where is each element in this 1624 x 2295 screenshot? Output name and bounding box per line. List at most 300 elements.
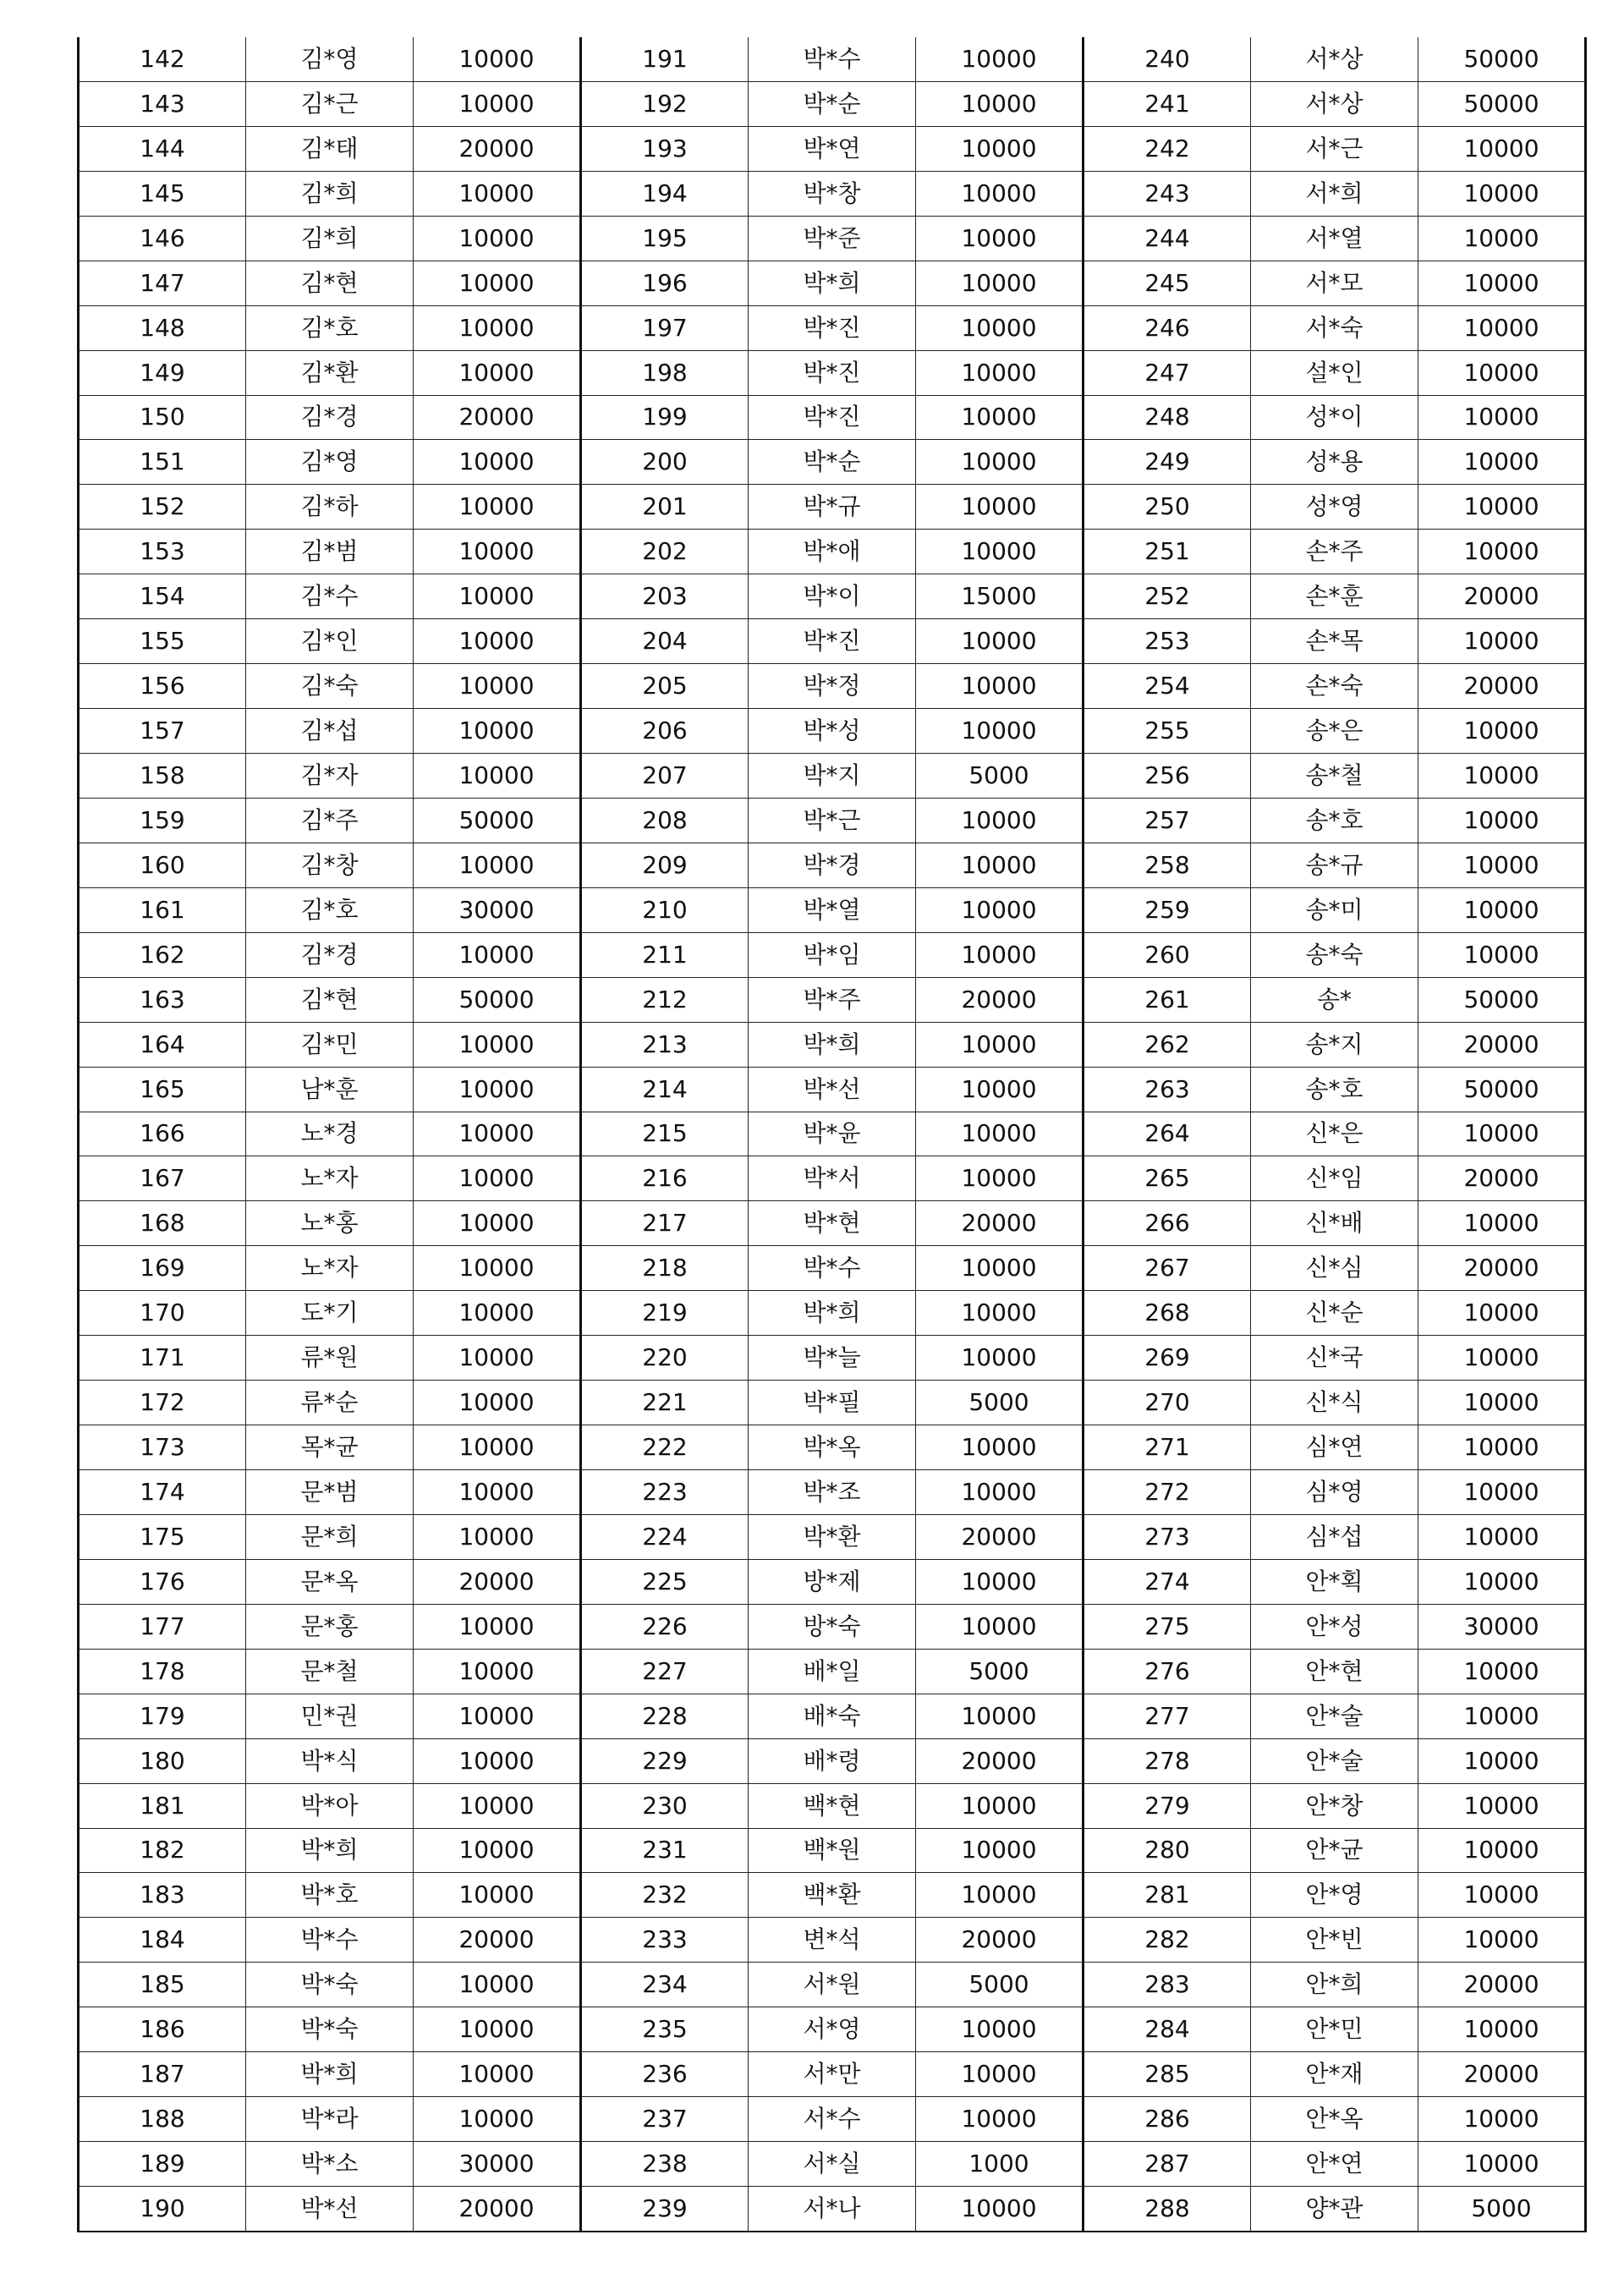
donor-name-cell: 안*현	[1251, 1649, 1418, 1694]
entry-number-cell: 269	[1084, 1336, 1251, 1381]
donation-amount-cell: 10000	[1418, 1425, 1586, 1470]
table-row	[79, 1201, 1586, 1246]
entry-number-cell: 260	[1084, 932, 1251, 977]
donor-name-cell: 김*창	[246, 843, 414, 887]
donation-amount-cell: 10000	[916, 887, 1084, 932]
table-row	[79, 1828, 1586, 1873]
donor-name-cell: 송*숙	[1251, 932, 1418, 977]
donation-amount-cell: 10000	[1418, 440, 1586, 485]
donor-name-cell: 박*순	[749, 81, 916, 126]
donation-amount-cell: 10000	[916, 37, 1084, 81]
donor-name-cell: 안*옥	[1251, 2097, 1418, 2142]
donor-name-cell: 박*정	[749, 664, 916, 709]
entry-number-cell: 264	[1084, 1112, 1251, 1156]
donor-name-cell: 노*자	[246, 1156, 414, 1201]
donor-name-cell: 박*희	[246, 1828, 414, 1873]
entry-number-cell: 230	[581, 1783, 749, 1828]
entry-number-cell: 189	[79, 2142, 246, 2187]
donation-amount-cell: 10000	[414, 1022, 581, 1067]
entry-number-cell: 196	[581, 261, 749, 305]
donor-name-cell: 민*권	[246, 1694, 414, 1738]
table-row	[79, 1246, 1586, 1291]
entry-number-cell: 241	[1084, 81, 1251, 126]
entry-number-cell: 208	[581, 798, 749, 843]
donation-amount-cell: 10000	[1418, 261, 1586, 305]
donation-amount-cell: 10000	[916, 1694, 1084, 1738]
donor-name-cell: 서*희	[1251, 171, 1418, 216]
donor-name-cell: 방*숙	[749, 1604, 916, 1649]
donor-name-cell: 김*섭	[246, 709, 414, 754]
donation-amount-cell: 10000	[916, 2052, 1084, 2097]
donation-amount-cell: 50000	[414, 798, 581, 843]
donation-amount-cell: 10000	[414, 1470, 581, 1515]
donation-amount-cell: 10000	[1418, 216, 1586, 261]
entry-number-cell: 148	[79, 305, 246, 350]
donation-amount-cell: 10000	[414, 843, 581, 887]
donor-name-cell: 심*영	[1251, 1470, 1418, 1515]
donor-name-cell: 박*진	[749, 305, 916, 350]
table-row	[79, 1514, 1586, 1559]
table-row	[79, 37, 1586, 81]
donor-name-cell: 박*소	[246, 2142, 414, 2187]
entry-number-cell: 183	[79, 1873, 246, 1918]
donation-amount-cell: 20000	[1418, 2052, 1586, 2097]
donor-name-cell: 송*철	[1251, 754, 1418, 799]
donation-amount-cell: 10000	[916, 664, 1084, 709]
donation-amount-cell: 10000	[414, 1156, 581, 1201]
donation-amount-cell: 10000	[916, 261, 1084, 305]
donation-amount-cell: 10000	[1418, 798, 1586, 843]
table-row	[79, 1559, 1586, 1604]
donation-amount-cell: 10000	[1418, 485, 1586, 530]
donor-name-cell: 서*나	[749, 2187, 916, 2232]
donation-amount-cell: 10000	[414, 1963, 581, 2007]
donor-name-cell: 안*빈	[1251, 1918, 1418, 1963]
donor-name-cell: 김*현	[246, 977, 414, 1022]
table-row	[79, 1604, 1586, 1649]
donor-name-cell: 안*영	[1251, 1873, 1418, 1918]
donation-amount-cell: 10000	[916, 530, 1084, 574]
entry-number-cell: 217	[581, 1201, 749, 1246]
table-row	[79, 1381, 1586, 1425]
table-row	[79, 216, 1586, 261]
entry-number-cell: 276	[1084, 1649, 1251, 1694]
donor-name-cell: 노*홍	[246, 1201, 414, 1246]
entry-number-cell: 163	[79, 977, 246, 1022]
entry-number-cell: 240	[1084, 37, 1251, 81]
donor-name-cell: 박*진	[749, 619, 916, 664]
entry-number-cell: 206	[581, 709, 749, 754]
donor-name-cell: 박*현	[749, 1201, 916, 1246]
donation-amount-cell: 10000	[916, 2007, 1084, 2052]
entry-number-cell: 226	[581, 1604, 749, 1649]
entry-number-cell: 245	[1084, 261, 1251, 305]
table-row	[79, 171, 1586, 216]
donor-name-cell: 심*연	[1251, 1425, 1418, 1470]
entry-number-cell: 275	[1084, 1604, 1251, 1649]
donation-amount-cell: 10000	[1418, 932, 1586, 977]
entry-number-cell: 237	[581, 2097, 749, 2142]
donor-name-cell: 박*서	[749, 1156, 916, 1201]
donor-name-cell: 양*관	[1251, 2187, 1418, 2232]
donor-name-cell: 서*숙	[1251, 305, 1418, 350]
donor-name-cell: 손*숙	[1251, 664, 1418, 709]
donation-amount-cell: 10000	[414, 1425, 581, 1470]
donation-amount-cell: 1000	[916, 2142, 1084, 2187]
entry-number-cell: 225	[581, 1559, 749, 1604]
entry-number-cell: 268	[1084, 1291, 1251, 1336]
donor-name-cell: 서*근	[1251, 126, 1418, 171]
donor-name-cell: 신*배	[1251, 1201, 1418, 1246]
donor-name-cell: 박*희	[749, 261, 916, 305]
donor-name-cell: 김*수	[246, 574, 414, 619]
donation-amount-cell: 20000	[916, 1738, 1084, 1783]
donation-amount-cell: 20000	[916, 1514, 1084, 1559]
table-row	[79, 350, 1586, 395]
donor-name-cell: 박*선	[246, 2187, 414, 2232]
entry-number-cell: 184	[79, 1918, 246, 1963]
table-row	[79, 798, 1586, 843]
donor-name-cell: 송*호	[1251, 798, 1418, 843]
donation-amount-cell: 10000	[414, 2052, 581, 2097]
table-row	[79, 1738, 1586, 1783]
donor-name-cell: 문*옥	[246, 1559, 414, 1604]
donor-name-cell: 안*획	[1251, 1559, 1418, 1604]
table-row	[79, 977, 1586, 1022]
entry-number-cell: 182	[79, 1828, 246, 1873]
entry-number-cell: 235	[581, 2007, 749, 2052]
donor-name-cell: 서*만	[749, 2052, 916, 2097]
donor-name-cell: 설*인	[1251, 350, 1418, 395]
donor-name-cell: 방*제	[749, 1559, 916, 1604]
donation-amount-cell: 10000	[916, 1112, 1084, 1156]
entry-number-cell: 286	[1084, 2097, 1251, 2142]
donation-amount-cell: 5000	[916, 754, 1084, 799]
donor-name-cell: 박*늘	[749, 1336, 916, 1381]
donor-name-cell: 문*희	[246, 1514, 414, 1559]
entry-number-cell: 202	[581, 530, 749, 574]
entry-number-cell: 277	[1084, 1694, 1251, 1738]
donation-amount-cell: 10000	[1418, 1470, 1586, 1515]
entry-number-cell: 209	[581, 843, 749, 887]
donation-amount-cell: 5000	[916, 1963, 1084, 2007]
entry-number-cell: 204	[581, 619, 749, 664]
donor-name-cell: 성*영	[1251, 485, 1418, 530]
entry-number-cell: 287	[1084, 2142, 1251, 2187]
donor-name-cell: 박*수	[246, 1918, 414, 1963]
entry-number-cell: 159	[79, 798, 246, 843]
donation-amount-cell: 10000	[1418, 754, 1586, 799]
donation-amount-cell: 10000	[414, 350, 581, 395]
table-row	[79, 2052, 1586, 2097]
entry-number-cell: 285	[1084, 2052, 1251, 2097]
donor-name-cell: 배*일	[749, 1649, 916, 1694]
donor-name-cell: 박*필	[749, 1381, 916, 1425]
entry-number-cell: 242	[1084, 126, 1251, 171]
donation-amount-cell: 10000	[916, 440, 1084, 485]
entry-number-cell: 175	[79, 1514, 246, 1559]
donor-name-cell: 송*	[1251, 977, 1418, 1022]
donor-name-cell: 안*균	[1251, 1828, 1418, 1873]
donor-name-cell: 심*섭	[1251, 1514, 1418, 1559]
entry-number-cell: 144	[79, 126, 246, 171]
entry-number-cell: 170	[79, 1291, 246, 1336]
donation-amount-cell: 10000	[1418, 887, 1586, 932]
entry-number-cell: 263	[1084, 1067, 1251, 1112]
entry-number-cell: 149	[79, 350, 246, 395]
donor-name-cell: 노*경	[246, 1112, 414, 1156]
entry-number-cell: 177	[79, 1604, 246, 1649]
table-row	[79, 619, 1586, 664]
entry-number-cell: 283	[1084, 1963, 1251, 2007]
donation-amount-cell: 10000	[414, 2007, 581, 2052]
entry-number-cell: 195	[581, 216, 749, 261]
donation-amount-cell: 10000	[1418, 1336, 1586, 1381]
donor-name-cell: 박*숙	[246, 1963, 414, 2007]
donor-name-cell: 김*호	[246, 305, 414, 350]
entry-number-cell: 279	[1084, 1783, 1251, 1828]
donation-amount-cell: 30000	[414, 887, 581, 932]
entry-number-cell: 218	[581, 1246, 749, 1291]
donor-name-cell: 박*경	[749, 843, 916, 887]
donation-amount-cell: 10000	[414, 1246, 581, 1291]
donor-name-cell: 김*희	[246, 216, 414, 261]
donation-amount-cell: 10000	[1418, 1873, 1586, 1918]
entry-number-cell: 211	[581, 932, 749, 977]
entry-number-cell: 146	[79, 216, 246, 261]
donor-name-cell: 박*이	[749, 574, 916, 619]
entry-number-cell: 272	[1084, 1470, 1251, 1515]
entry-number-cell: 248	[1084, 395, 1251, 440]
donor-name-cell: 서*열	[1251, 216, 1418, 261]
donor-name-cell: 안*술	[1251, 1738, 1418, 1783]
table-row	[79, 709, 1586, 754]
donation-amount-cell: 10000	[916, 395, 1084, 440]
donor-name-cell: 서*실	[749, 2142, 916, 2187]
entry-number-cell: 147	[79, 261, 246, 305]
donation-amount-cell: 10000	[414, 754, 581, 799]
entry-number-cell: 192	[581, 81, 749, 126]
entry-number-cell: 190	[79, 2187, 246, 2232]
table-row	[79, 1291, 1586, 1336]
entry-number-cell: 201	[581, 485, 749, 530]
donor-name-cell: 송*호	[1251, 1067, 1418, 1112]
donor-name-cell: 김*자	[246, 754, 414, 799]
donor-name-cell: 백*원	[749, 1828, 916, 1873]
donation-amount-cell: 20000	[916, 977, 1084, 1022]
entry-number-cell: 228	[581, 1694, 749, 1738]
donation-amount-cell: 10000	[1418, 1559, 1586, 1604]
donor-name-cell: 박*윤	[749, 1112, 916, 1156]
table-row	[79, 395, 1586, 440]
donation-amount-cell: 10000	[1418, 305, 1586, 350]
entry-number-cell: 251	[1084, 530, 1251, 574]
donation-amount-cell: 10000	[916, 1067, 1084, 1112]
donation-amount-cell: 10000	[414, 216, 581, 261]
table-row	[79, 1873, 1586, 1918]
entry-number-cell: 224	[581, 1514, 749, 1559]
entry-number-cell: 213	[581, 1022, 749, 1067]
donation-amount-cell: 10000	[414, 1112, 581, 1156]
donor-name-cell: 박*임	[749, 932, 916, 977]
donation-amount-cell: 10000	[1418, 1828, 1586, 1873]
donor-name-cell: 박*희	[749, 1291, 916, 1336]
donor-name-cell: 김*환	[246, 350, 414, 395]
donation-amount-cell: 10000	[916, 1336, 1084, 1381]
entry-number-cell: 157	[79, 709, 246, 754]
donation-amount-cell: 5000	[916, 1649, 1084, 1694]
donor-name-cell: 손*훈	[1251, 574, 1418, 619]
donation-amount-cell: 5000	[1418, 2187, 1586, 2232]
entry-number-cell: 229	[581, 1738, 749, 1783]
donor-name-cell: 박*순	[749, 440, 916, 485]
donation-amount-cell: 10000	[916, 1022, 1084, 1067]
entry-number-cell: 164	[79, 1022, 246, 1067]
entry-number-cell: 176	[79, 1559, 246, 1604]
entry-number-cell: 227	[581, 1649, 749, 1694]
donor-name-cell: 박*준	[749, 216, 916, 261]
table-row	[79, 1649, 1586, 1694]
entry-number-cell: 266	[1084, 1201, 1251, 1246]
donor-name-cell: 김*민	[246, 1022, 414, 1067]
donation-amount-cell: 10000	[916, 798, 1084, 843]
donation-amount-cell: 10000	[916, 1425, 1084, 1470]
donor-name-cell: 신*은	[1251, 1112, 1418, 1156]
donation-amount-cell: 10000	[414, 1514, 581, 1559]
entry-number-cell: 185	[79, 1963, 246, 2007]
table-row	[79, 932, 1586, 977]
entry-number-cell: 271	[1084, 1425, 1251, 1470]
donor-name-cell: 서*모	[1251, 261, 1418, 305]
table-row	[79, 1425, 1586, 1470]
donation-amount-cell: 10000	[414, 2097, 581, 2142]
donation-amount-cell: 20000	[414, 1918, 581, 1963]
entry-number-cell: 273	[1084, 1514, 1251, 1559]
entry-number-cell: 220	[581, 1336, 749, 1381]
donation-amount-cell: 10000	[414, 1738, 581, 1783]
donation-amount-cell: 10000	[1418, 843, 1586, 887]
donor-name-cell: 서*상	[1251, 81, 1418, 126]
donor-name-cell: 박*조	[749, 1470, 916, 1515]
entry-number-cell: 161	[79, 887, 246, 932]
donor-name-cell: 배*령	[749, 1738, 916, 1783]
donor-name-cell: 김*영	[246, 440, 414, 485]
entry-number-cell: 243	[1084, 171, 1251, 216]
entry-number-cell: 145	[79, 171, 246, 216]
entry-number-cell: 262	[1084, 1022, 1251, 1067]
donor-name-cell: 안*성	[1251, 1604, 1418, 1649]
donor-name-cell: 송*규	[1251, 843, 1418, 887]
donor-name-cell: 김*범	[246, 530, 414, 574]
donor-name-cell: 신*임	[1251, 1156, 1418, 1201]
entry-number-cell: 142	[79, 37, 246, 81]
donor-name-cell: 김*주	[246, 798, 414, 843]
donation-amount-cell: 10000	[1418, 1738, 1586, 1783]
entry-number-cell: 188	[79, 2097, 246, 2142]
donor-name-cell: 서*원	[749, 1963, 916, 2007]
table-row	[79, 261, 1586, 305]
donation-amount-cell: 10000	[1418, 1918, 1586, 1963]
entry-number-cell: 231	[581, 1828, 749, 1873]
donor-name-cell: 박*연	[749, 126, 916, 171]
donation-amount-cell: 10000	[414, 81, 581, 126]
entry-number-cell: 153	[79, 530, 246, 574]
table-row	[79, 1694, 1586, 1738]
entry-number-cell: 233	[581, 1918, 749, 1963]
entry-number-cell: 207	[581, 754, 749, 799]
donor-name-cell: 안*재	[1251, 2052, 1418, 2097]
entry-number-cell: 222	[581, 1425, 749, 1470]
entry-number-cell: 200	[581, 440, 749, 485]
donor-name-cell: 김*숙	[246, 664, 414, 709]
entry-number-cell: 187	[79, 2052, 246, 2097]
entry-number-cell: 205	[581, 664, 749, 709]
donation-amount-cell: 10000	[916, 619, 1084, 664]
donation-amount-cell: 10000	[414, 1067, 581, 1112]
donor-name-cell: 박*애	[749, 530, 916, 574]
donor-name-cell: 박*진	[749, 350, 916, 395]
donor-name-cell: 백*현	[749, 1783, 916, 1828]
donor-name-cell: 서*수	[749, 2097, 916, 2142]
table-row	[79, 440, 1586, 485]
entry-number-cell: 158	[79, 754, 246, 799]
donation-amount-cell: 10000	[916, 1559, 1084, 1604]
donation-amount-cell: 5000	[916, 1381, 1084, 1425]
table-row	[79, 530, 1586, 574]
entry-number-cell: 194	[581, 171, 749, 216]
donation-amount-cell: 20000	[1418, 1246, 1586, 1291]
donation-amount-cell: 10000	[1418, 1649, 1586, 1694]
donation-amount-cell: 10000	[916, 1873, 1084, 1918]
donor-name-cell: 박*라	[246, 2097, 414, 2142]
donation-amount-cell: 10000	[916, 1156, 1084, 1201]
table-row	[79, 2142, 1586, 2187]
donor-name-cell: 도*기	[246, 1291, 414, 1336]
entry-number-cell: 288	[1084, 2187, 1251, 2232]
donation-amount-cell: 10000	[414, 1649, 581, 1694]
donor-name-cell: 노*자	[246, 1246, 414, 1291]
donation-amount-cell: 10000	[414, 1873, 581, 1918]
table-row	[79, 2007, 1586, 2052]
donation-amount-cell: 10000	[414, 1381, 581, 1425]
entry-number-cell: 151	[79, 440, 246, 485]
entry-number-cell: 191	[581, 37, 749, 81]
entry-number-cell: 179	[79, 1694, 246, 1738]
table-row	[79, 1112, 1586, 1156]
entry-number-cell: 281	[1084, 1873, 1251, 1918]
donation-amount-cell: 10000	[1418, 1291, 1586, 1336]
table-row	[79, 843, 1586, 887]
donor-name-cell: 류*순	[246, 1381, 414, 1425]
donation-amount-cell: 10000	[1418, 1514, 1586, 1559]
donation-amount-cell: 10000	[916, 1291, 1084, 1336]
entry-number-cell: 181	[79, 1783, 246, 1828]
entry-number-cell: 246	[1084, 305, 1251, 350]
donation-amount-cell: 10000	[916, 1783, 1084, 1828]
entry-number-cell: 255	[1084, 709, 1251, 754]
donation-amount-cell: 10000	[1418, 1112, 1586, 1156]
entry-number-cell: 199	[581, 395, 749, 440]
table-row	[79, 754, 1586, 799]
entry-number-cell: 155	[79, 619, 246, 664]
donation-amount-cell: 10000	[916, 843, 1084, 887]
donation-amount-cell: 10000	[414, 932, 581, 977]
donation-amount-cell: 10000	[1418, 171, 1586, 216]
donation-amount-cell: 10000	[916, 709, 1084, 754]
donor-name-cell: 김*현	[246, 261, 414, 305]
donation-amount-cell: 10000	[1418, 1381, 1586, 1425]
entry-number-cell: 171	[79, 1336, 246, 1381]
